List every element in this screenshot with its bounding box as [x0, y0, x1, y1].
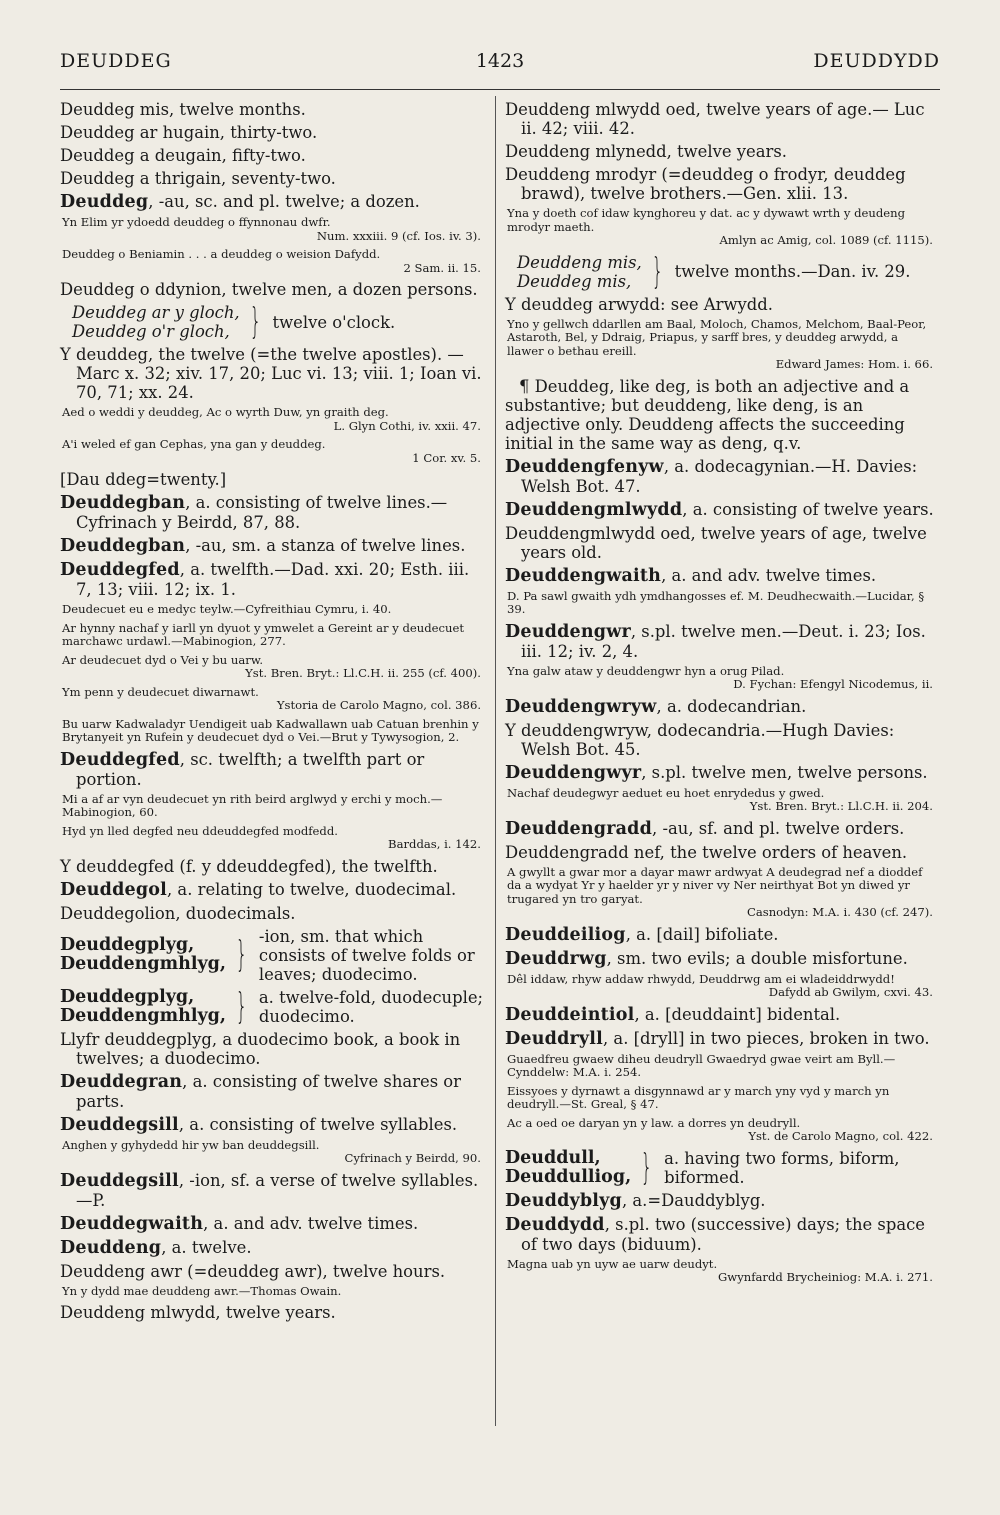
usage-note: ¶ Deuddeg, like deg, is both an adjective and a substantive; but deuddeng, like deng, is an adjective only. Deuddeng affects the succeeding initial in the same way as deng, q.v. [505, 376, 910, 453]
quote-text: Ac a oed oe daryan yn y law. a dorres yn deudryll. [507, 1115, 801, 1130]
brace-glyph: } [235, 985, 248, 1027]
entry-headword: Deuddengwr [505, 621, 631, 642]
entry-headword: Deuddegsill [60, 1114, 179, 1135]
quote-text: Hyd yn lled degfed neu ddeuddegfed modfedd. [62, 823, 338, 838]
paired-terms [517, 253, 642, 291]
dictionary-entry [60, 1171, 485, 1210]
entry-headword: Deuddengmlwydd [505, 499, 683, 520]
paired-term: Deuddegplyg, [60, 986, 195, 1007]
paired-terms [505, 1149, 631, 1187]
dictionary-entry [505, 697, 937, 717]
paired-definition: twelve o'clock. [272, 312, 396, 332]
dictionary-entry [60, 1214, 485, 1234]
dictionary-entry [505, 457, 937, 496]
entry-headword: Deuddeg [60, 192, 149, 212]
entry-headword: Deuddrwg [505, 948, 607, 969]
entry-definition: , a.=Dauddyblyg. [621, 1190, 766, 1210]
citation-quote [505, 318, 937, 372]
paired-term: Deuddeg ar y gloch, [72, 303, 240, 322]
quote-text: A'i weled ef gan Cephas, yna gan y deuddeg. [62, 437, 326, 451]
entry-headword: Deuddeintiol [505, 1004, 635, 1025]
entry-headword: Deuddeiliog [505, 924, 626, 945]
citation-quote [505, 866, 937, 920]
entry-definition: , a. relating to twelve, duodecimal. [167, 879, 457, 899]
quote-text: Mi a af ar vyn deudecuet yn rith beird arglwyd y erchi y moch.—Mabinogion, 60. [62, 791, 443, 819]
quote-source: Yst. Bren. Bryt.: Ll.C.H. ii. 255 (cf. 400). [245, 666, 481, 680]
dictionary-entry [60, 1072, 485, 1111]
quote-source: Num. xxxiii. 9 (cf. Ios. iv. 3). [316, 228, 481, 243]
quote-source: 2 Sam. ii. 15. [403, 260, 481, 275]
sub-entry: Deuddeg mis, twelve months. [60, 100, 306, 119]
quote-text: Yn y dydd mae deuddeng awr.—Thomas Owain. [62, 1283, 342, 1298]
entry-definition: , s.pl. twelve men, twelve persons. [641, 762, 928, 782]
quote-text: Nachaf deudegwyr aeduet eu hoet enrydedus y gwed. [507, 785, 825, 800]
citation-quote [60, 718, 485, 745]
header-right-word: DEUDDYDD [813, 50, 940, 72]
entry-definition: , sc. twelfth; a twelfth part or portion. [76, 749, 425, 789]
quote-text: Ar hynny nachaf y iarll yn dyuot y ymwelet a Gereint ar y deudecuet marchawc urdawl.—Mabinogion, 277. [62, 620, 464, 648]
entry-definition: , a. dodecandrian. [656, 696, 807, 716]
entry-headword: Deuddegfed [60, 749, 180, 770]
quote-source: Gwynfardd Brycheiniog: M.A. i. 271. [718, 1270, 933, 1284]
citation-quote [60, 1285, 485, 1299]
entry-definition: , a. consisting of twelve syllables. [178, 1114, 458, 1134]
sub-entry: Y deuddeg, the twelve (=the twelve apostles). —Marc x. 32; xiv. 17, 20; Luc vi. 13; viii. 1; Ioan vi. 70, 71; xx. 24. [60, 345, 482, 402]
citation-quote [60, 216, 485, 243]
dictionary-entry [60, 750, 485, 789]
paired-term: Deuddegplyg, [60, 935, 195, 955]
sub-entry: Deuddeng mlwydd oed, twelve years of age.— Luc ii. 42; viii. 42. [505, 100, 925, 138]
quote-text: Deudecuet eu e medyc teylw.—Cyfreithiau Cymru, i. 40. [62, 602, 392, 616]
dictionary-entry [505, 500, 937, 520]
entry-headword: Deuddydd [505, 1214, 605, 1235]
sub-entry: Deuddeng mrodyr (=deuddeg o frodyr, deuddeg brawd), twelve brothers.—Gen. xlii. 13. [505, 165, 906, 203]
citation-quote [60, 686, 485, 713]
dictionary-entry [60, 493, 485, 532]
paired-headwords [505, 1146, 937, 1188]
citation-quote [505, 1085, 937, 1112]
sub-entry: [Dau ddeg=twenty.] [60, 470, 227, 489]
dictionary-entry [505, 622, 937, 661]
entry-headword: Deuddengfenyw [505, 456, 664, 477]
sub-entry: Y deuddegfed (f. y ddeuddegfed), the twelfth. [60, 856, 438, 876]
citation-quote [60, 603, 485, 617]
entry-headword: Deuddryll [505, 1028, 603, 1049]
entry-definition: , a. twelfth.—Dad. xxi. 20; Esth. iii. 7, 13; viii. 12; ix. 1. [76, 560, 470, 599]
entry-definition: , a. consisting of twelve years. [682, 499, 934, 519]
entry-definition: , a. dodecagynian.—H. Davies: Welsh Bot. 47. [521, 456, 918, 496]
quote-source: Amlyn ac Amig, col. 1089 (cf. 1115). [719, 233, 933, 247]
entry-definition: , a. [dryll] in two pieces, broken in two. [603, 1028, 930, 1048]
quote-source: 1 Cor. xv. 5. [412, 450, 481, 465]
entry-headword: Deuddengwyr [505, 762, 642, 783]
entry-definition: , -au, sc. and pl. twelve; a dozen. [148, 192, 420, 211]
entry-definition: , s.pl. twelve men.—Deut. i. 23; Ios. iii. 12; iv. 2, 4. [521, 621, 926, 661]
sub-entry: Y deuddengwryw, dodecandria.—Hugh Davies: Welsh Bot. 45. [505, 720, 895, 759]
citation-quote [60, 622, 485, 649]
citation-quote [505, 590, 937, 617]
paired-terms [60, 988, 226, 1026]
entry-headword: Deuddegwaith [60, 1213, 204, 1234]
entry-headword: Deuddegfed [60, 560, 180, 580]
quote-text: Anghen y gyhydedd hir yw ban deuddegsill. [62, 1137, 320, 1152]
entry-definition: , -au, sm. a stanza of twelve lines. [185, 536, 466, 555]
paired-definition: twelve months.—Dan. iv. 29. [674, 262, 911, 281]
paired-phrases [505, 250, 937, 292]
brace-glyph: } [235, 934, 248, 975]
sub-entry: Llyfr deuddegplyg, a duodecimo book, a book in twelves; a duodecimo. [60, 1029, 461, 1068]
quote-source: Yst. de Carolo Magno, col. 422. [748, 1129, 933, 1143]
entry-headword: Deuddegol [60, 879, 167, 900]
brace-glyph: } [640, 1146, 653, 1188]
sub-entry: Deuddeg a deugain, fifty-two. [60, 146, 306, 165]
sub-entry: Deuddeng mlynedd, twelve years. [505, 142, 787, 161]
citation-quote [60, 793, 485, 820]
entry-headword: Deuddegran [60, 1071, 183, 1092]
dictionary-entry [505, 1191, 937, 1211]
paired-term: Deuddeg mis, [517, 271, 632, 291]
citation-quote [505, 787, 937, 814]
citation-quote [60, 438, 485, 465]
quote-text: D. Pa sawl gwaith ydh ymdhangosses ef. M. Deudhecwaith.—Lucidar, § 39. [507, 588, 925, 616]
entry-headword: Deuddegsill [60, 1170, 179, 1191]
quote-text: Yno y gellwch ddarllen am Baal, Moloch, Chamos, Melchom, Baal-Peor, Astaroth, Bel, y Ddraig, Priapus, y sarff bres, y deuddeg arwydd, a llawer o bethau ereill. [507, 316, 927, 358]
entry-definition: , s.pl. two (successive) days; the space of two days (biduum). [521, 1214, 925, 1254]
citation-quote [60, 248, 485, 275]
entry-headword: Deuddyblyg [505, 1190, 622, 1211]
citation-quote [505, 1258, 937, 1285]
entry-headword: Deuddegban [60, 536, 186, 556]
quote-source: Cyfrinach y Beirdd, 90. [344, 1151, 481, 1165]
quote-source: Yst. Bren. Bryt.: Ll.C.H. ii. 204. [749, 799, 933, 813]
entry-definition: , a. and adv. twelve times. [203, 1213, 419, 1233]
paired-definition: a. twelve-fold, duodecuple; duodecimo. [258, 987, 484, 1026]
citation-quote [60, 1139, 485, 1166]
dictionary-entry [60, 1115, 485, 1135]
entry-definition: , -au, sf. and pl. twelve orders. [652, 818, 905, 838]
citation-quote [505, 1053, 937, 1080]
dictionary-entry [505, 763, 937, 783]
paired-definition: a. having two forms, biform, biformed. [664, 1148, 900, 1187]
quote-text: Deuddeg o Beniamin . . . a deuddeg o weision Dafydd. [62, 247, 381, 261]
paired-term: Deuddull, [505, 1147, 601, 1168]
entry-definition: , a. and adv. twelve times. [661, 565, 877, 585]
quote-text: Aed o weddi y deuddeg, Ac o wyrth Duw, yn graith deg. [62, 405, 389, 419]
quote-source: Barddas, i. 142. [388, 837, 481, 851]
quote-source: Dafydd ab Gwilym, cxvi. 43. [768, 985, 933, 999]
quote-text: Bu uarw Kadwaladyr Uendigeit uab Kadwallawn uab Catuan brenhin y Brytanyeit yn Rufein y deudecuet dyd o Vei.—Brut y Tywysogion, 2. [62, 716, 479, 744]
page-number: 1423 [475, 50, 525, 72]
sub-entry: Deuddeg o ddynion, twelve men, a dozen persons. [60, 280, 478, 299]
paired-headwords [60, 927, 485, 984]
citation-quote [505, 665, 937, 692]
paired-terms [72, 303, 240, 341]
dictionary-entry [60, 536, 485, 556]
running-header [60, 44, 940, 84]
dictionary-entry [505, 1215, 937, 1254]
entry-definition: , a. consisting of twelve shares or parts. [76, 1071, 462, 1111]
dictionary-entry [505, 925, 937, 945]
right-column [505, 100, 937, 1290]
quote-text: Ar deudecuet dyd o Vei y bu uarw. [62, 652, 264, 667]
sub-entry: Deuddengmlwydd oed, twelve years of age, twelve years old. [505, 523, 927, 562]
dictionary-entry [60, 560, 485, 599]
paired-term: Deuddengmhlyg, [60, 954, 226, 974]
header-left-word: DEUDDEG [60, 50, 172, 72]
dictionary-entry [60, 1238, 485, 1258]
quote-text: Magna uab yn uyw ae uarw deudyt. [507, 1256, 718, 1271]
citation-quote [505, 207, 937, 248]
paired-term: Deuddeng mis, [517, 252, 642, 272]
dictionary-entry [505, 566, 937, 586]
sub-entry: Deuddeng awr (=deuddeg awr), twelve hours. [60, 1261, 446, 1281]
header-rule [60, 89, 940, 90]
quote-source: Casnodyn: M.A. i. 430 (cf. 247). [746, 905, 933, 919]
paired-terms [60, 936, 226, 974]
entry-headword: Deuddegban [60, 493, 186, 513]
entry-definition: , sm. two evils; a double misfortune. [606, 948, 908, 968]
dictionary-entry [505, 1005, 937, 1025]
paired-term: Deuddeg o'r gloch, [72, 322, 230, 341]
dictionary-entry [60, 192, 485, 212]
sub-entry: Deuddeg a thrigain, seventy-two. [60, 169, 336, 188]
left-column [60, 100, 485, 1326]
paired-term: Deuddengmhlyg, [60, 1005, 226, 1026]
brace-glyph: } [249, 301, 261, 342]
entry-definition: , a. [dail] bifoliate. [625, 924, 779, 944]
quote-text: Yn Elim yr ydoedd deuddeg o ffynnonau dwfr. [62, 215, 331, 229]
dictionary-entry [505, 949, 937, 969]
quote-text: Dêl iddaw, rhyw addaw rhwydd, Deuddrwg am ei wladeiddrwydd! [507, 971, 895, 986]
citation-quote [60, 654, 485, 681]
dictionary-entry [60, 880, 485, 900]
brace-glyph: } [651, 250, 663, 292]
entry-headword: Deuddengwaith [505, 565, 662, 586]
entry-headword: Deuddengradd [505, 818, 653, 839]
paired-definition: -ion, sm. that which consists of twelve folds or leaves; duodecimo. [258, 926, 475, 984]
dictionary-entry [505, 819, 937, 839]
quote-text: A gwyllt a gwar mor a dayar mawr ardwyat A deudegrad nef a dioddef da a wydyat Yr y haelder yr y niver vy Ner neirthyat Bot yn diwed yr trugared yn tro garyat. [507, 864, 923, 906]
citation-quote [505, 1117, 937, 1144]
quote-text: Yna y doeth cof idaw kynghoreu y dat. ac y dywawt wrth y deudeng mrodyr maeth. [507, 206, 906, 234]
entry-headword: Deuddeng [60, 1237, 162, 1258]
sub-entry: Deuddengradd nef, the twelve orders of heaven. [505, 842, 908, 862]
dictionary-entry [505, 1029, 937, 1049]
quote-source: L. Glyn Cothi, iv. xxii. 47. [333, 418, 481, 433]
paired-headwords [60, 985, 485, 1027]
sub-entry: Deuddeng mlwydd, twelve years. [60, 1303, 336, 1322]
entry-definition: , -ion, sf. a verse of twelve syllables.—P. [76, 1170, 479, 1210]
column-divider [495, 96, 496, 1426]
quote-text: Yna galw ataw y deuddengwr hyn a orug Pilad. [507, 663, 785, 678]
citation-quote [60, 406, 485, 433]
paired-phrases [60, 303, 485, 341]
quote-text: Ym penn y deudecuet diwarnawt. [62, 684, 259, 699]
quote-source: D. Fychan: Efengyl Nicodemus, ii. [733, 677, 933, 691]
entry-headword: Deuddengwryw [505, 696, 657, 717]
sub-entry: Y deuddeg arwydd: see Arwydd. [505, 294, 773, 314]
paired-term: Deuddulliog, [505, 1166, 632, 1187]
quote-source: Ystoria de Carolo Magno, col. 386. [276, 698, 481, 712]
sub-entry: Deuddegolion, duodecimals. [60, 903, 296, 923]
entry-definition: , a. [deuddaint] bidental. [634, 1004, 841, 1024]
quote-text: Eissyoes y dyrnawt a disgynnawd ar y march yny vyd y march yn deudryll.—St. Greal, § 47. [507, 1083, 890, 1111]
sub-entry: Deuddeg ar hugain, thirty-two. [60, 123, 318, 142]
citation-quote [505, 973, 937, 1000]
quote-text: Guaedfreu gwaew diheu deudryll Gwaedryd gwae veirt am Byll.—Cynddelw: M.A. i. 254. [507, 1051, 896, 1079]
entry-definition: , a. twelve. [161, 1237, 252, 1257]
quote-source: Edward James: Hom. i. 66. [775, 357, 933, 371]
citation-quote [60, 825, 485, 852]
entry-definition: , a. consisting of twelve lines.— Cyfrinach y Beirdd, 87, 88. [76, 493, 448, 532]
